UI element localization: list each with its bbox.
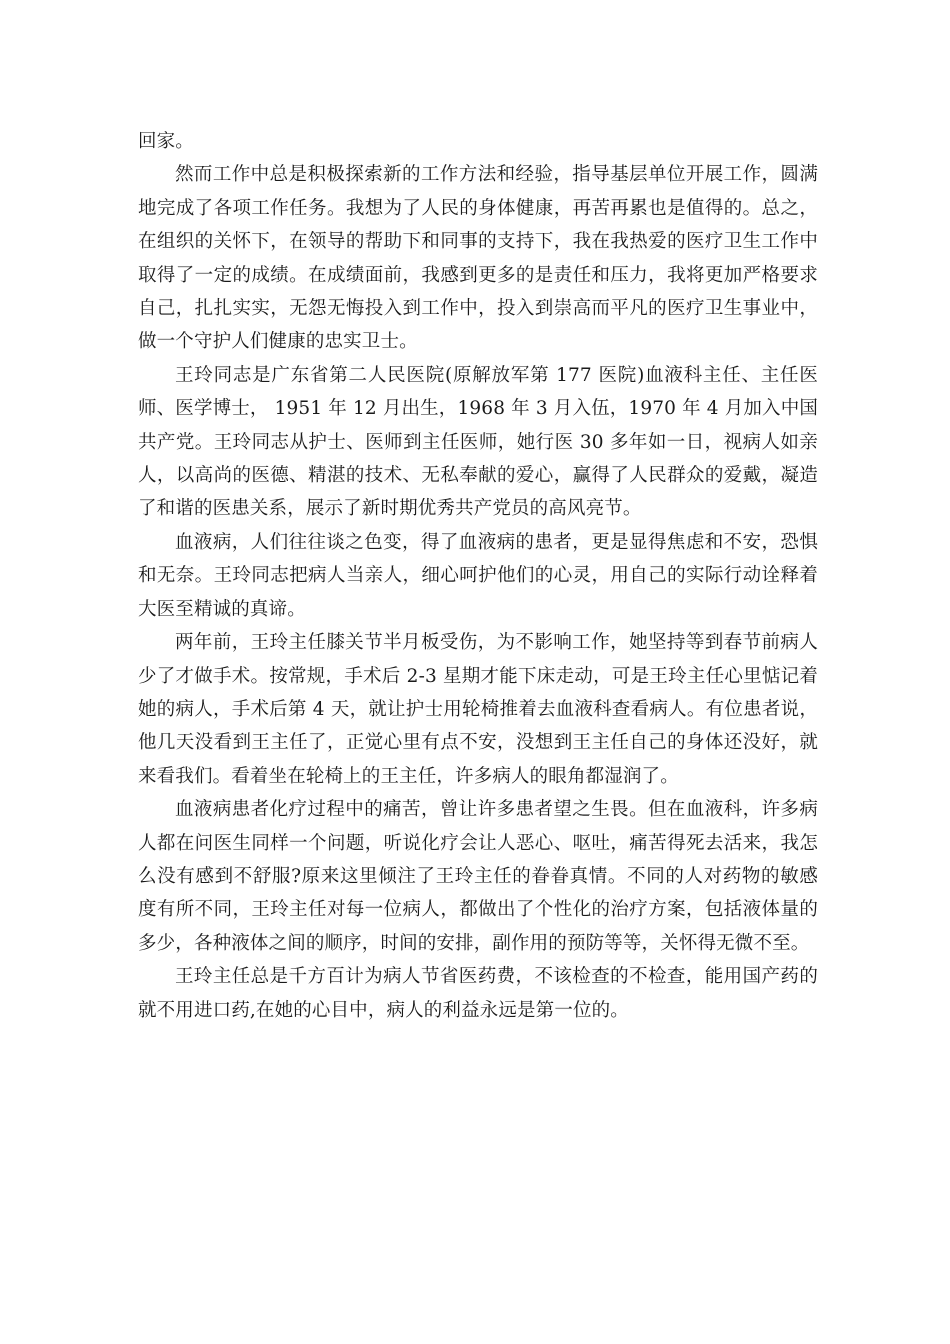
paragraph-6: 血液病患者化疗过程中的痛苦，曾让许多患者望之生畏。但在血液科，许多病人都在问医生同样一个问题，听说化疗会让人恶心、呕吐，痛苦得死去活来，我怎么没有感到不舒服?原来这里倾注了王玲主任的眷眷真情。不同的人对药物的敏感度有所不同，王玲主任对每一位病人，都做出了个性化的治疗方案，包括液体量的多少，各种液体之间的顺序，时间的安排，副作用的预防等等，关怀得无微不至。 — [138, 799, 818, 954]
paragraph-5: 两年前，王玲主任膝关节半月板受伤，为不影响工作，她坚持等到春节前病人少了才做手术。按常规，手术后 2-3 星期才能下床走动，可是王玲主任心里惦记着她的病人，手术后第 4 天，就让护士用轮椅推着去血液科查看病人。有位患者说，他几天没看到王主任了，正觉心里有点不安，没想到王主任自己的身体还没好，就来看我们。看着坐在轮椅上的王主任，许多病人的眼角都湿润了。 — [138, 632, 818, 787]
paragraph-4: 血液病，人们往往谈之色变，得了血液病的患者，更是显得焦虑和不安，恐惧和无奈。王玲同志把病人当亲人，细心呵护他们的心灵，用自己的实际行动诠释着大医至精诚的真谛。 — [138, 531, 818, 620]
paragraph-3: 王玲同志是广东省第二人民医院(原解放军第 177 医院)血液科主任、主任医师、医学博士， 1951 年 12 月出生，1968 年 3 月入伍，1970 年 4 月加入中国共产党。王玲同志从护士、医师到主任医师，她行医 30 多年如一日，视病人如亲人，以高尚的医德、精湛的技术、无私奉献的爱心，赢得了人民群众的爱戴，凝造了和谐的医患关系，展示了新时期优秀共产党员的高风亮节。 — [138, 364, 818, 520]
paragraph-1: 回家。 — [138, 131, 194, 152]
paragraph-7: 王玲主任总是千方百计为病人节省医药费，不该检查的不检查，能用国产药的就不用进口药,在她的心目中，病人的利益永远是第一位的。 — [138, 966, 818, 1021]
paragraph-2: 然而工作中总是积极探索新的工作方法和经验，指导基层单位开展工作，圆满地完成了各项工作任务。我想为了人民的身体健康，再苦再累也是值得的。总之，在组织的关怀下，在领导的帮助下和同事的支持下，我在我热爱的医疗卫生工作中取得了一定的成绩。在成绩面前，我感到更多的是责任和压力，我将更加严格要求自己，扎扎实实，无怨无悔投入到工作中，投入到崇高而平凡的医疗卫生事业中，做一个守护人们健康的忠实卫士。 — [138, 164, 818, 353]
document-body — [138, 125, 818, 1027]
